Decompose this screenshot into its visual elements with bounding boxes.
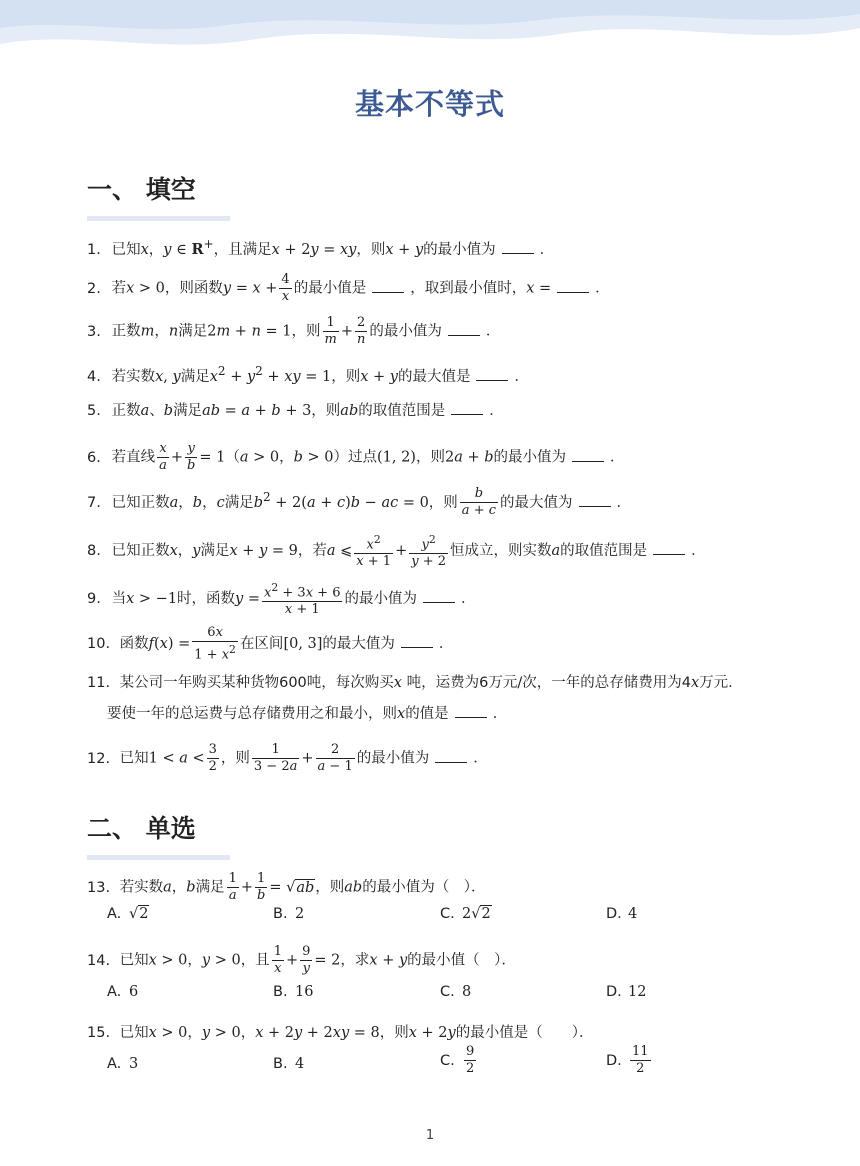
question-11: 11. 某公司一年购买某种货物600吨，每次购买x 吨，运费为6万元/次，一年的总存储费用为4x万元． [87,675,743,691]
options-15 [107,1044,807,1088]
question-14: 14. 已知x > 0，y > 0，且 $\frac{1}{x}$ + $\frac{9}{y}$ = 2，求x + y的最小值（ ）． [87,944,516,976]
option-c[interactable]: C. $\frac{9}{2}$ [440,1044,475,1076]
question-1: 1. 已知x，y ∈ R+，且满足x + 2y = xy，则x + y的最小值为 ． [87,237,555,258]
option-c[interactable]: C. 8 [440,984,472,1000]
option-b[interactable]: B. 4 [273,1056,305,1072]
question-3: 3. 正数m，n满足2m + n = 1，则 $\frac{1}{m}$ + $\frac{2}{n}$ 的最小值为 ． [87,315,501,347]
question-12: 12. 已知1 < a < $\frac{3}{2}$ ，则 $\frac{1}{3 - 2a}$ + $\frac{2}{a - 1}$ 的最小值为 ． [87,742,488,774]
answer-blank[interactable] [455,703,487,718]
answer-blank[interactable] [435,748,467,763]
header-wave-decoration [0,0,860,62]
section-title: 一、 填空 [87,175,196,204]
section-underline [87,855,230,860]
option-a[interactable]: A. 3 [107,1056,139,1072]
section-underline [87,216,230,221]
answer-blank[interactable] [372,278,404,293]
answer-blank[interactable] [423,588,455,603]
option-d[interactable]: D. $\frac{11}{2}$ [606,1044,649,1076]
answer-blank[interactable] [557,278,589,293]
answer-blank[interactable] [579,492,611,507]
option-d[interactable]: D. 4 [606,906,638,922]
option-b[interactable]: B. 2 [273,906,305,922]
question-4: 4. 若实数x, y满足$x^2 + y^2$ + xy = 1，则x + y的最大值是 ． [87,364,529,385]
question-13: 13. 若实数a，b满足 $\frac{1}{a}$ + $\frac{1}{b}$ = √ab，则ab的最小值为（ ）． [87,871,486,903]
answer-blank[interactable] [653,540,685,555]
answer-blank[interactable] [401,633,433,648]
answer-blank[interactable] [451,400,483,415]
question-11-line2: 要使一年的总运费与总存储费用之和最小，则x的值是 ． [107,702,507,726]
option-d[interactable]: D. 12 [606,984,647,1000]
question-10: 10. 函数f(x) = $\frac{6x}{1 + x^2}$ 在区间[0, 3]的最大值为 ． [87,625,454,663]
answer-blank[interactable] [502,239,534,254]
answer-blank[interactable] [572,447,604,462]
option-b[interactable]: B. 16 [273,984,314,1000]
section-title: 二、 单选 [87,814,196,843]
question-2: 2. 若x > 0，则函数y = x + $\frac{4}{x}$ 的最小值是 ，取到最小值时，x = ． [87,272,610,304]
answer-blank[interactable] [448,321,480,336]
question-5: 5. 正数a、b满足ab = a + b + 3，则ab的取值范围是 ． [87,399,504,423]
option-a[interactable]: A. 6 [107,984,139,1000]
answer-blank[interactable] [476,366,508,381]
question-8: 8. 已知正数x，y满足x + y = 9，若a ⩽ $\frac{x^2}{x + 1}$ + $\frac{y^2}{y + 2}$ 恒成立，则实数a的取值范围是 ． [87,533,706,570]
question-7: 7. 已知正数a，b，c满足$b^2 + 2(a + c)b$ − ac = 0，则 $\frac{b}{a + c}$ 的最大值为 ． [87,486,632,519]
question-15: 15. 已知x > 0，y > 0，x + 2y + 2xy = 8，则x + 2y的最小值是（ ）． [87,1025,594,1041]
page-number: 1 [425,1128,435,1143]
option-c[interactable]: C. 2√2 [440,906,491,922]
section-header-single-choice [87,809,230,860]
document-title: 基本不等式 [354,87,505,121]
question-9: 9. 当x > −1时，函数y = $\frac{x^2 + 3x + 6}{x + 1}$ 的最小值为 ． [87,581,476,618]
question-6: 6. 若直线 $\frac{x}{a}$ + $\frac{y}{b}$ = 1（a > 0，b > 0）过点(1, 2)，则2a + b的最小值为 ． [87,441,625,473]
option-a[interactable]: A. √2 [107,906,149,922]
section-header-fill [87,170,230,221]
